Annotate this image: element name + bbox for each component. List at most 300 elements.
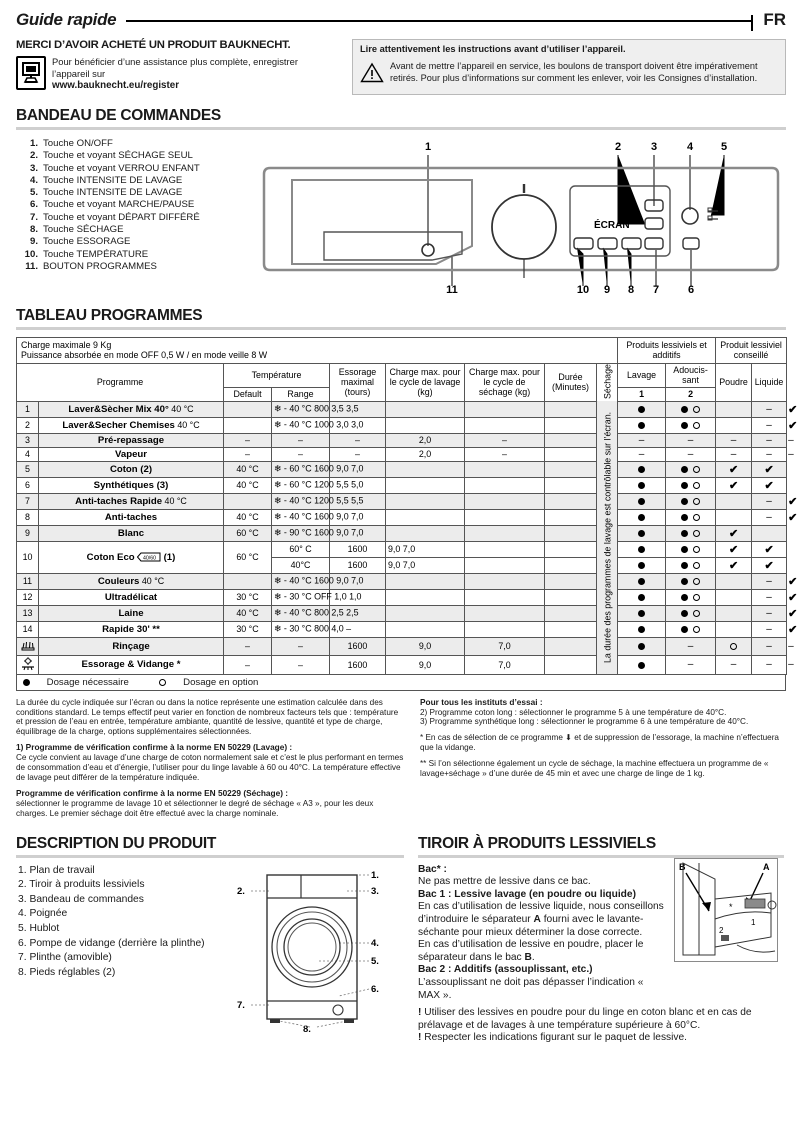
- table-row: [17, 461, 787, 477]
- dry-load: [465, 573, 545, 589]
- programme-name-cell: [39, 605, 224, 621]
- drying-mark: [618, 525, 666, 541]
- table-row: [17, 477, 787, 493]
- programme-name-sub: 40 °C: [171, 403, 194, 414]
- svg-text:10: 10: [576, 284, 590, 296]
- programme-number: 6: [17, 477, 39, 493]
- wash-load: [386, 477, 465, 493]
- powder-mark: –: [752, 433, 787, 447]
- bac-star-text: Ne pas mettre de lessive dans ce bac.: [418, 876, 591, 888]
- temperature-default: 30 °C: [224, 589, 272, 605]
- table-row: 11 Couleurs 40 °C ❄ - 40 °C 1600 9,0 7,0 – ✔: [17, 573, 787, 589]
- softener-mark: [716, 573, 752, 589]
- programme-name: Anti-taches: [104, 511, 158, 523]
- table-row: 13 Laine 40 °C ❄ - 40 °C 800 2,5 2,5 – ✔: [17, 605, 787, 621]
- duration: [545, 477, 597, 493]
- section-control-panel: [16, 107, 786, 130]
- programme-name-cell: [39, 621, 224, 637]
- item-label: Touche INTENSITE DE LAVAGE: [43, 174, 183, 186]
- dry-load: [465, 621, 545, 637]
- temperature-default: –: [224, 637, 272, 655]
- table-info-row: [17, 338, 787, 364]
- control-panel-item: [24, 175, 256, 187]
- powder-mark: [752, 525, 787, 541]
- temperature-default: 30 °C: [224, 621, 272, 637]
- duration: [545, 541, 597, 557]
- dry-load: [465, 589, 545, 605]
- programme-number: 9: [17, 525, 39, 541]
- item-label: Touche et voyant DÉPART DIFFÉRÉ: [43, 211, 200, 223]
- table-row: [17, 541, 787, 557]
- warning-body: Avant de mettre l’appareil en service, les boulons de transport doivent être impérativement retirés. Pour plus d’informations sur comment les enlever, voir les Consignes d’installation.: [390, 61, 758, 83]
- header-lavage: Lavage: [618, 363, 666, 387]
- duration: [545, 655, 597, 674]
- wash-load: [386, 525, 465, 541]
- svg-text:1: 1: [424, 141, 432, 153]
- svg-text:*: *: [729, 901, 733, 912]
- drawer-label-A: A: [763, 861, 770, 872]
- detergent-wash-mark: [666, 541, 716, 557]
- drying-mark: [618, 589, 666, 605]
- spin-speed: –: [330, 433, 386, 447]
- svg-text:40/60: 40/60: [143, 555, 157, 562]
- powder-mark: –: [752, 493, 787, 509]
- softener-mark: –: [716, 655, 752, 674]
- programme-name: Pré-repassage: [97, 434, 165, 446]
- control-panel-legend-list: [16, 138, 256, 303]
- programme-name-cell: [39, 525, 224, 541]
- programme-number: 11: [17, 573, 39, 589]
- monitor-icon: [16, 56, 46, 90]
- item-number: 1.: [29, 138, 38, 149]
- detergent-wash-mark: [666, 477, 716, 493]
- temperature-range: –: [272, 447, 330, 461]
- control-panel-diagram: [256, 138, 786, 303]
- wash-load: [386, 417, 465, 433]
- powder-mark: –: [752, 401, 787, 417]
- temperature-range: ❄ - 30 °C 800 4,0 –: [272, 621, 330, 637]
- programme-name-sub: 40 °C: [177, 419, 200, 430]
- temperature-default: –: [224, 655, 272, 674]
- item-number: 7.: [29, 211, 38, 223]
- powder-mark: –: [752, 573, 787, 589]
- programme-name-suffix: (1): [163, 551, 176, 563]
- drying-mark: [618, 605, 666, 621]
- powder-mark: –: [752, 621, 787, 637]
- duration: [545, 461, 597, 477]
- programme-name: Laver&Sècher Mix 40°: [68, 403, 169, 415]
- wash-load: [386, 493, 465, 509]
- table-row: 4 Vapeur – – – 2,0 – – – – – –: [17, 447, 787, 461]
- product-part-item: 2. Tiroir à produits lessiviels: [18, 879, 145, 891]
- table-row: 3 Pré-repassage – – – 2,0 – – – – – –: [17, 433, 787, 447]
- duration: [545, 589, 597, 605]
- programme-number: 12: [17, 589, 39, 605]
- temperature-default: –: [224, 447, 272, 461]
- drawer-note-1: Utiliser des lessives en poudre pour du linge en coton blanc et en cas de prélavage et de lavages à une température supérieure à 60°C.: [418, 1007, 752, 1031]
- programme-name: Essorage & Vidange *: [81, 659, 181, 671]
- svg-text:9: 9: [603, 284, 611, 296]
- wash-load: [386, 605, 465, 621]
- header-num-1: 1: [618, 387, 666, 401]
- drying-mark: [618, 541, 666, 557]
- section-title-drawer: TIROIR À PRODUITS LESSIVIELS: [418, 834, 656, 852]
- control-panel-item: [24, 249, 256, 261]
- svg-text:5: 5: [720, 141, 728, 153]
- table-row: 7 Anti-taches Rapide 40 °C ❄ - 40 °C 1200 5,5 5,5 – ✔: [17, 493, 787, 509]
- powder-mark: ✔: [752, 477, 787, 493]
- table-row: 14 Rapide 30' ** 30 °C ❄ - 30 °C 800 4,0 – – ✔: [17, 621, 787, 637]
- drying-mark: [618, 509, 666, 525]
- drying-mark: [618, 557, 666, 573]
- header-essorage: Essorage maximal (tours): [330, 363, 386, 401]
- footnote: [16, 789, 404, 819]
- softener-mark: [716, 637, 752, 655]
- temperature-range: 60° C: [272, 541, 330, 557]
- temperature-default: 40 °C: [224, 605, 272, 621]
- item-label: Touche TEMPÉRATURE: [43, 248, 149, 260]
- item-label: BOUTON PROGRAMMES: [43, 260, 157, 272]
- footnote: [420, 733, 786, 753]
- screen-label: ÉCRAN: [594, 220, 630, 231]
- table-row: 8 Anti-taches 40 °C ❄ - 40 °C 1600 9,0 7,0 – ✔: [17, 509, 787, 525]
- washing-machine-diagram: [233, 860, 398, 1035]
- detergent-wash-mark: [666, 557, 716, 573]
- temperature-range: 40°C: [272, 557, 330, 573]
- programme-name-cell: [39, 541, 224, 573]
- header-charge-lavage: Charge max. pour le cycle de lavage (kg): [386, 363, 465, 401]
- footnote-text: * En cas de sélection de ce programme ⬇ et de suppression de l’essorage, la machine n’effectuera que la vidange.: [420, 733, 779, 753]
- powder-mark: –: [752, 605, 787, 621]
- drying-mark: –: [618, 433, 666, 447]
- svg-text:2.: 2.: [237, 885, 245, 897]
- item-label: Touche et voyant MARCHE/PAUSE: [43, 199, 195, 211]
- header-produits-additifs: Produits lessiviels et additifs: [618, 338, 716, 364]
- register-text: [52, 56, 338, 92]
- footnote-title: 1) Programme de vérification confirme à la norme EN 50229 (Lavage) :: [16, 742, 293, 753]
- warning-title: Lire attentivement les instructions avant d’utiliser l’appareil.: [360, 44, 626, 54]
- control-panel-item: [24, 163, 256, 175]
- item-number: 5.: [29, 187, 38, 199]
- language-code: FR: [763, 10, 786, 29]
- section-rule-2: [16, 327, 786, 330]
- dry-load: [465, 605, 545, 621]
- table-row: 1 Laver&Sècher Mix 40° 40 °C ❄ - 40 °C 800 3,5 3,5 La durée des programmes de lavage est contrôlable sur l’écran. – ✔: [17, 401, 787, 417]
- table-row: 12 Ultradélicat 30 °C ❄ - 30 °C OFF 1,0 1,0 – ✔: [17, 589, 787, 605]
- header-liquide: Liquide: [752, 363, 787, 401]
- programme-number: 5: [17, 461, 39, 477]
- detergent-wash-mark: –: [666, 655, 716, 674]
- temperature-default: [224, 401, 272, 417]
- dry-load: [465, 525, 545, 541]
- temperature-range: –: [272, 637, 330, 655]
- softener-mark: [716, 605, 752, 621]
- footnote-text: 3) Programme synthétique long : sélectionner le programme 6 à une température de 40°C.: [420, 717, 749, 727]
- programme-name: Blanc: [117, 527, 145, 539]
- programme-name-cell: [39, 655, 224, 674]
- svg-text:1: 1: [751, 917, 756, 927]
- programme-name: Couleurs: [97, 575, 140, 587]
- drying-mark: [618, 493, 666, 509]
- header-rule: [126, 20, 753, 22]
- header-range: Range: [272, 387, 330, 401]
- header-adoucissant: Adoucis-sant: [666, 363, 716, 387]
- temperature-range: ❄ - 40 °C 1200 5,5 5,5: [272, 493, 330, 509]
- drying-mark: [618, 417, 666, 433]
- programme-name-cell: [39, 589, 224, 605]
- programme-name: Coton (2): [109, 463, 153, 475]
- item-number: 2.: [29, 150, 38, 162]
- softener-mark: [716, 589, 752, 605]
- programme-icon-spin-icon: [17, 655, 39, 674]
- footnote: [420, 759, 786, 779]
- svg-text:11: 11: [446, 284, 458, 296]
- header-duree: Durée (Minutes): [545, 363, 597, 401]
- drying-mark: [618, 637, 666, 655]
- thanks-title: MERCI D’AVOIR ACHETÉ UN PRODUIT BAUKNECHT.: [16, 39, 291, 51]
- programme-name-cell: [39, 461, 224, 477]
- detergent-wash-mark: –: [666, 433, 716, 447]
- section-rule: [16, 127, 786, 130]
- footnote-title: Programme de vérification confirme à la norme EN 50229 (Séchage) :: [16, 787, 289, 798]
- item-label: Touche et voyant SÉCHAGE SEUL: [43, 150, 193, 162]
- dry-load: [465, 557, 545, 573]
- temperature-range: ❄ - 40 °C 1600 9,0 7,0: [272, 573, 330, 589]
- drying-mark: [618, 461, 666, 477]
- programme-number: 3: [17, 433, 39, 447]
- powder-mark: –: [752, 509, 787, 525]
- duration: [545, 433, 597, 447]
- item-number: 11.: [25, 260, 38, 272]
- footnote-text: ** Si l’on sélectionne également un cycle de séchage, la machine effectuera un programme de « lavage+séchage » d’une durée de 45 min et avec une charge de linge de 1 kg.: [420, 759, 769, 779]
- powder-mark: ✔: [752, 541, 787, 557]
- spin-speed: –: [330, 447, 386, 461]
- temperature-default: 40 °C: [224, 477, 272, 493]
- header-default: Default: [224, 387, 272, 401]
- programme-name-cell: [39, 447, 224, 461]
- temperature-default: 40 °C: [224, 461, 272, 477]
- product-part-item: 6. Pompe de vidange (derrière la plinthe): [18, 937, 205, 949]
- programme-name: Coton Eco: [86, 551, 135, 563]
- duration: [545, 525, 597, 541]
- programme-number: 7: [17, 493, 39, 509]
- wash-load: [386, 509, 465, 525]
- bac1-text-d: .: [531, 951, 535, 963]
- duration: [545, 573, 597, 589]
- bac1-text-c: En cas d’utilisation de lessive en poudre, placer le séparateur dans le bac: [418, 939, 644, 963]
- control-panel-item: [24, 212, 256, 224]
- spin-speed: 1600: [330, 541, 386, 557]
- programme-number: 10: [17, 541, 39, 573]
- svg-text:8: 8: [627, 284, 635, 296]
- powder-mark: –: [752, 447, 787, 461]
- product-part-item: 4. Poignée: [18, 908, 68, 920]
- section-product-description: [16, 835, 404, 858]
- temperature-default: [224, 573, 272, 589]
- legend-required-label: Dosage nécessaire: [46, 676, 129, 688]
- section-programme-table: [16, 307, 786, 330]
- wash-load: [386, 401, 465, 417]
- duration: [545, 493, 597, 509]
- control-panel-item: [24, 199, 256, 211]
- drawer-label-B: B: [679, 861, 686, 872]
- temperature-default: 60 °C: [224, 541, 272, 573]
- item-label: Touche INTENSITE DE LAVAGE: [43, 187, 183, 199]
- detergent-wash-mark: –: [666, 447, 716, 461]
- drawer-instructions: [418, 864, 666, 1003]
- detergent-wash-mark: [666, 525, 716, 541]
- item-number: 10.: [24, 248, 38, 260]
- control-panel-item: [24, 224, 256, 236]
- table-row: Essorage & Vidange * – – 1600 9,0 7,0 – – – –: [17, 655, 787, 674]
- svg-text:7.: 7.: [237, 999, 245, 1011]
- wash-load: [386, 573, 465, 589]
- programme-icon-rinse-icon: [17, 637, 39, 655]
- drying-mark: [618, 655, 666, 674]
- bac1-text-a: En cas d’utilisation de lessive liquide, nous conseillons d’introduire le séparateur: [418, 901, 664, 925]
- programme-name-cell: [39, 401, 224, 417]
- softener-mark: ✔: [716, 461, 752, 477]
- header-poudre: Poudre: [716, 363, 752, 401]
- item-number: 8.: [29, 224, 38, 236]
- wash-load: 9,0 7,0: [386, 541, 465, 557]
- softener-mark: –: [716, 433, 752, 447]
- programme-name: Rapide 30' **: [102, 623, 160, 635]
- exclamation-icon-2: !: [418, 1032, 422, 1044]
- powder-mark: ✔: [752, 461, 787, 477]
- duration: [545, 509, 597, 525]
- dry-load: [465, 509, 545, 525]
- temperature-range: ❄ - 40 °C 1600 9,0 7,0: [272, 509, 330, 525]
- drying-mark: –: [618, 447, 666, 461]
- max-load-line: Charge maximale 9 Kg: [21, 340, 112, 350]
- bac2-title: Bac 2 : Additifs (assouplissant, etc.): [418, 964, 593, 976]
- detergent-wash-mark: [666, 605, 716, 621]
- programme-name-sub: 40 °C: [164, 495, 187, 506]
- footnote-text: Ce cycle convient au lavage d’une charge de coton normalement sale et c’est le plus performant en termes de consommation d’eau et d’énergie, l’utiliser pour du linge lavable à 60 ou 40°C. La température effective de lavage peut différer de la température indiquée.: [16, 753, 404, 782]
- duration: [545, 605, 597, 621]
- exclamation-icon: !: [418, 1007, 422, 1019]
- header-sechage: Séchage: [597, 363, 618, 401]
- svg-text:3: 3: [650, 141, 658, 153]
- table-top-info: [17, 338, 618, 364]
- softener-mark: ✔: [716, 541, 752, 557]
- detergent-wash-mark: [666, 589, 716, 605]
- temperature-range: ❄ - 40 °C 1000 3,0 3,0: [272, 417, 330, 433]
- section-detergent-drawer: [418, 835, 784, 858]
- softener-mark: [716, 621, 752, 637]
- wash-load: [386, 589, 465, 605]
- temperature-range: ❄ - 60 °C 1600 9,0 7,0: [272, 461, 330, 477]
- programme-name-cell: [39, 433, 224, 447]
- dry-load: [465, 417, 545, 433]
- softener-mark: –: [716, 447, 752, 461]
- item-number: 9.: [29, 236, 38, 248]
- detergent-wash-mark: [666, 461, 716, 477]
- detergent-wash-mark: [666, 621, 716, 637]
- softener-mark: ✔: [716, 477, 752, 493]
- legend-open-ring-icon: [159, 679, 166, 686]
- section-title-product: DESCRIPTION DU PRODUIT: [16, 834, 217, 852]
- warning-box: [352, 39, 786, 95]
- bac1-sep-b: B: [524, 951, 532, 963]
- register-url[interactable]: www.bauknecht.eu/register: [52, 80, 180, 92]
- programme-name-cell: [39, 493, 224, 509]
- footnotes: [16, 698, 786, 825]
- svg-text:8.: 8.: [303, 1023, 311, 1035]
- detergent-wash-mark: [666, 493, 716, 509]
- temperature-default: –: [224, 433, 272, 447]
- bac1-text-b: fourni avec le lavante-séchante pour mieux déterminer la dose correcte.: [418, 913, 644, 938]
- duration: [545, 621, 597, 637]
- header-temperature: Température: [224, 363, 330, 387]
- footnote: [16, 698, 404, 738]
- warning-triangle-icon: [360, 62, 384, 88]
- item-label: Touche et voyant VERROU ENFANT: [43, 162, 200, 174]
- header-produit-conseille: Produit lessiviel conseillé: [716, 338, 787, 364]
- product-part-item: 8. Pieds réglables (2): [18, 966, 116, 978]
- spin-speed: 1600: [330, 637, 386, 655]
- item-number: 3.: [29, 162, 38, 174]
- drawer-notes: [418, 1007, 784, 1045]
- drawer-note-2: Respecter les indications figurant sur le paquet de lessive.: [424, 1032, 688, 1044]
- programme-name: Synthétiques (3): [93, 479, 169, 491]
- table-header-row-1: [17, 363, 787, 387]
- wash-load: [386, 461, 465, 477]
- powder-mark: –: [752, 417, 787, 433]
- duration: [545, 417, 597, 433]
- control-panel-item: [24, 150, 256, 162]
- temperature-default: [224, 417, 272, 433]
- dry-load: [465, 401, 545, 417]
- softener-mark: ✔: [716, 525, 752, 541]
- intro-block: [16, 39, 786, 95]
- dry-load: –: [465, 447, 545, 461]
- svg-text:1.: 1.: [371, 869, 379, 881]
- powder-mark: –: [752, 589, 787, 605]
- detergent-wash-mark: [666, 417, 716, 433]
- detergent-wash-mark: [666, 509, 716, 525]
- page-header: [16, 0, 786, 30]
- duration: [545, 637, 597, 655]
- temperature-range: ❄ - 90 °C 1600 9,0 7,0: [272, 525, 330, 541]
- temperature-default: [224, 493, 272, 509]
- item-number: 4.: [29, 174, 38, 186]
- section-title-control-panel: BANDEAU DE COMMANDES: [16, 107, 221, 124]
- detergent-wash-mark: [666, 573, 716, 589]
- temperature-range: ❄ - 40 °C 800 3,5 3,5: [272, 401, 330, 417]
- duration: [545, 401, 597, 417]
- table-row: [17, 525, 787, 541]
- footnote-title: Pour tous les instituts d’essai :: [420, 696, 543, 707]
- bac1-title: Bac 1 : Lessive lavage (en poudre ou liquide): [418, 888, 636, 900]
- drying-mark: [618, 401, 666, 417]
- powder-mark: ✔: [752, 557, 787, 573]
- softener-mark: [716, 509, 752, 525]
- softener-mark: ✔: [716, 557, 752, 573]
- wash-load: [386, 621, 465, 637]
- bac-star-title: Bac* :: [418, 863, 447, 875]
- item-label: Touche SÉCHAGE: [43, 224, 124, 236]
- product-part-item: 7. Plinthe (amovible): [18, 952, 112, 964]
- header-charge-sechage: Charge max. pour le cycle de séchage (kg): [465, 363, 545, 401]
- dry-load: –: [465, 433, 545, 447]
- temperature-range: ❄ - 40 °C 800 2,5 2,5: [272, 605, 330, 621]
- footnote-text: 2) Programme coton long : sélectionner le programme 5 à une température de 40°C.: [420, 707, 727, 717]
- page-title: Guide rapide: [16, 10, 117, 29]
- product-part-list: [18, 864, 233, 1030]
- legend-optional-label: Dosage en option: [183, 676, 259, 688]
